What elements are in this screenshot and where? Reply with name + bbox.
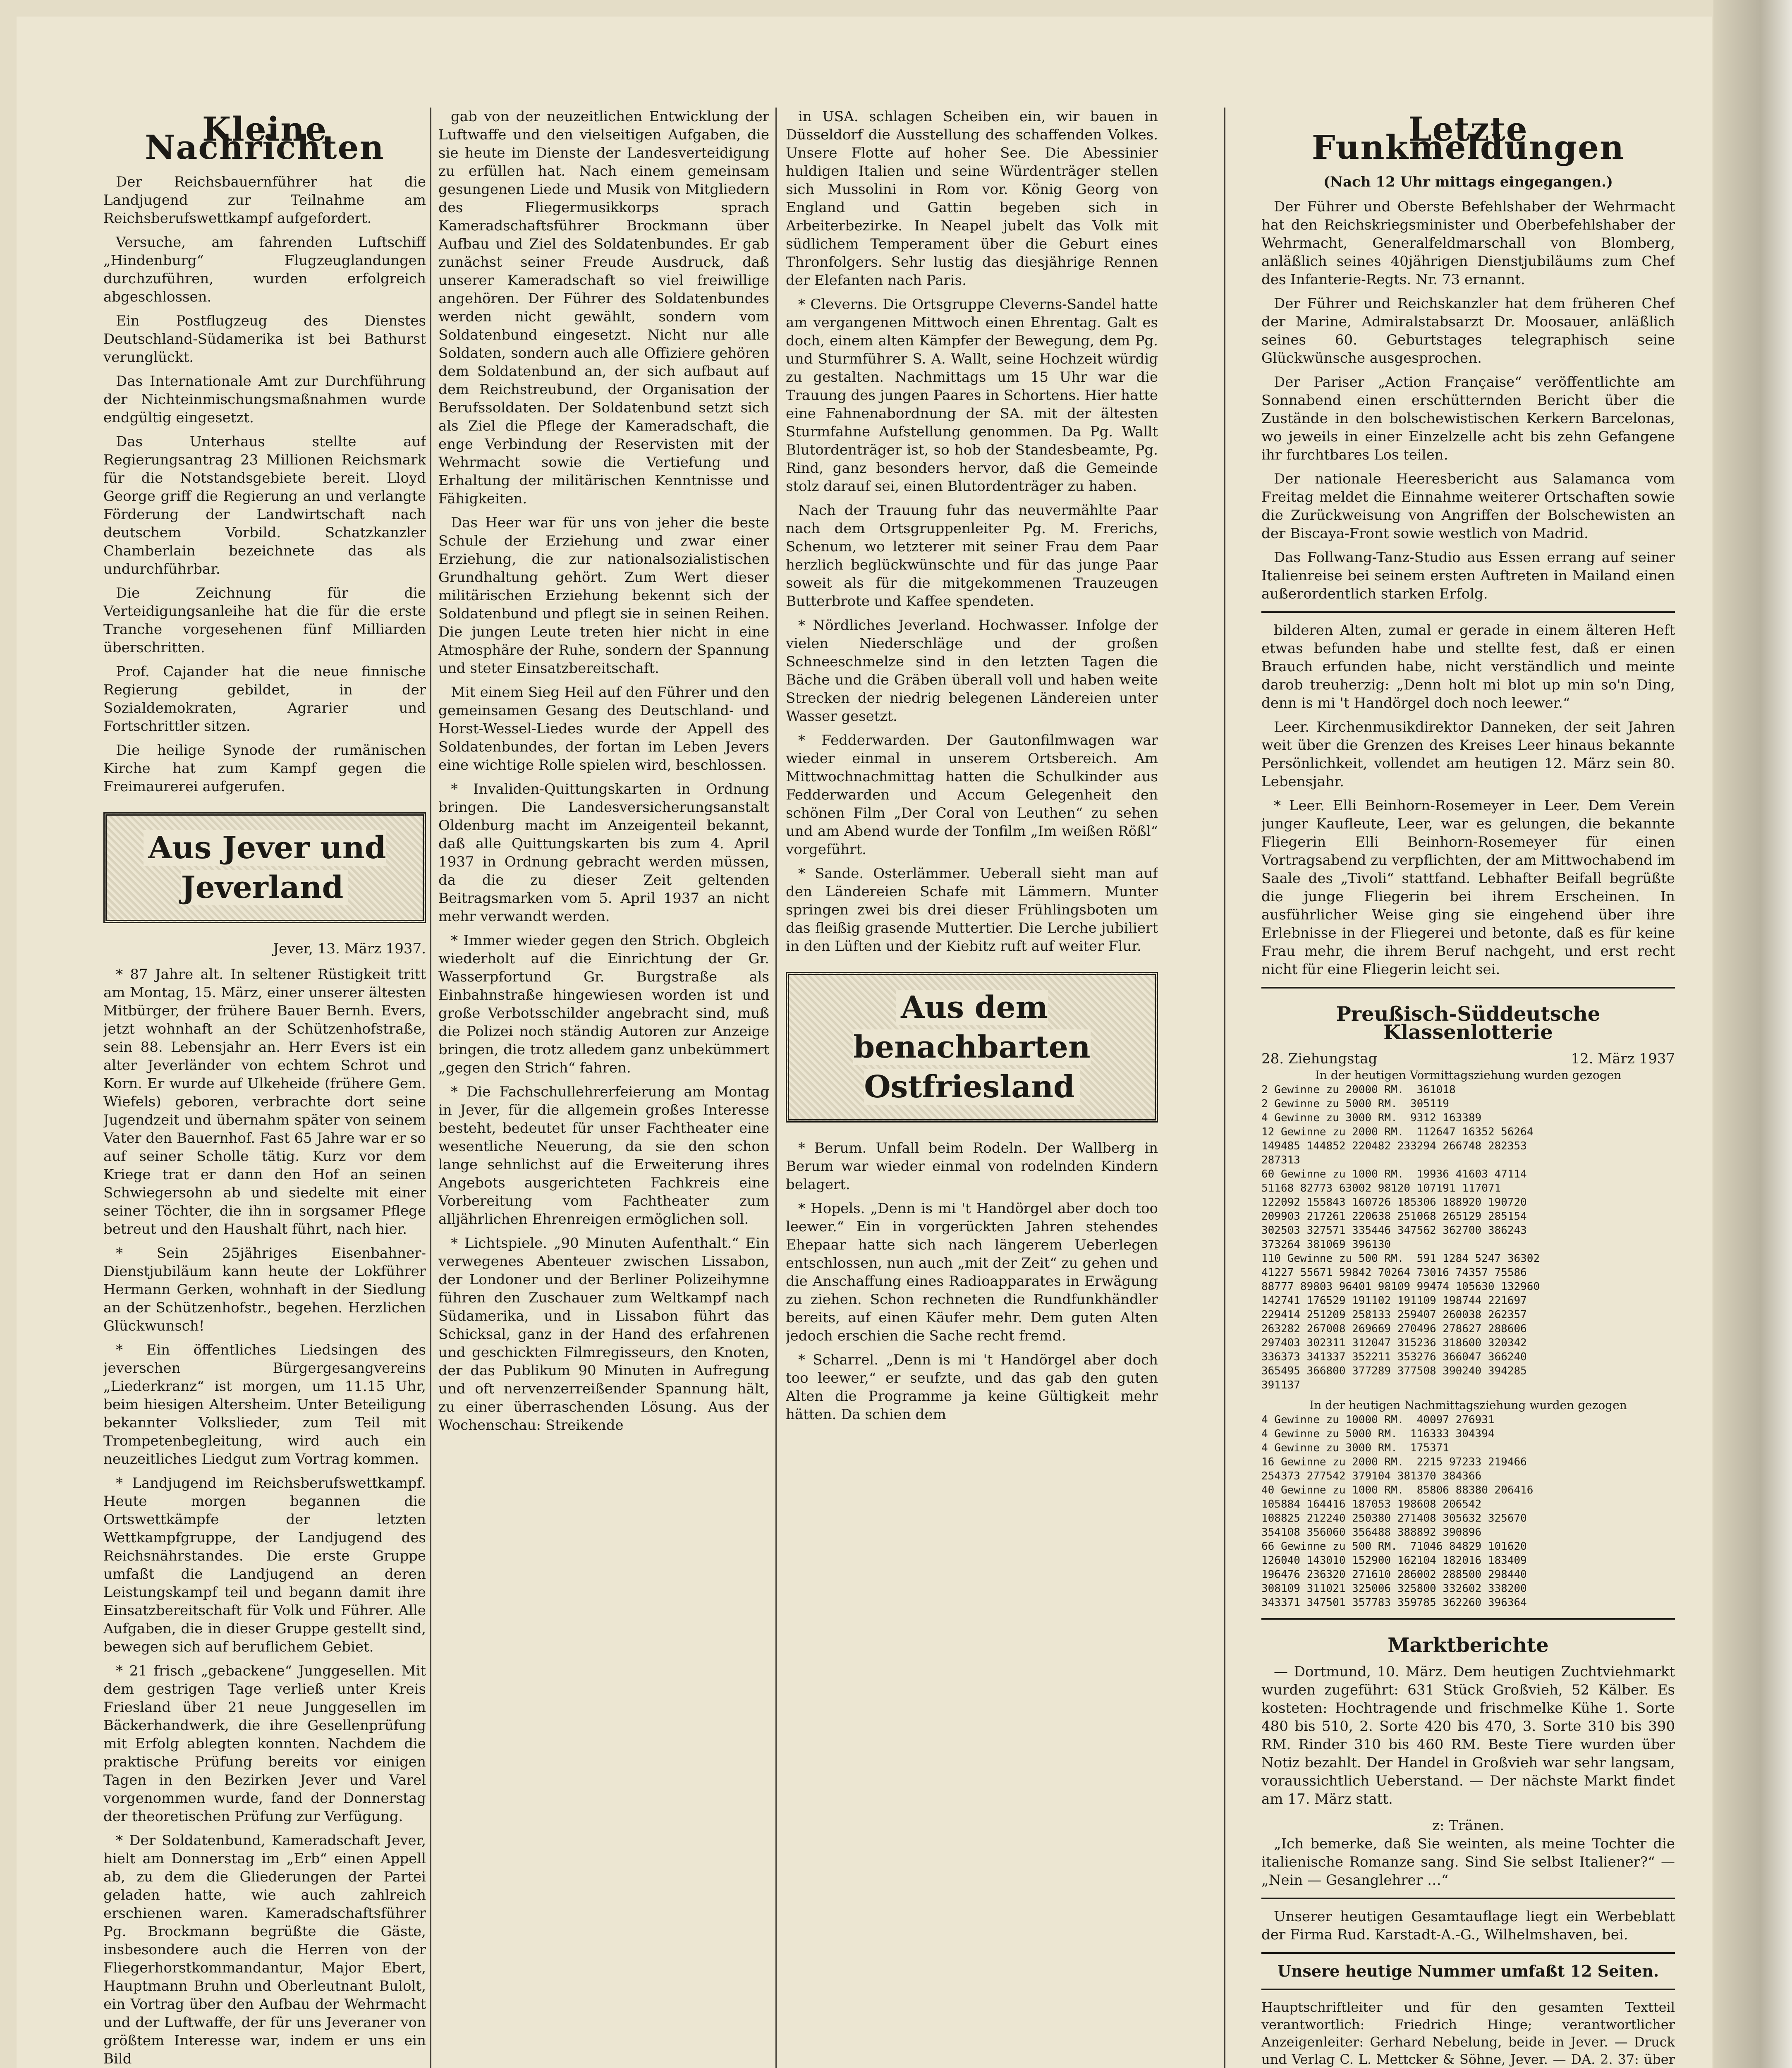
article-paragraph: * Nördliches Jeverland. Hochwasser. Infolge der vielen Niederschläge und der großen Schneeschmelze sind in den letzten Tagen die Bäche und die Gräben überall voll und haben weite Strecken der niedrig belegenen Ländereien unter Wasser gesetzt.	[786, 617, 1158, 725]
section-box-jever	[103, 812, 426, 923]
pages-notice: Unsere heutige Nummer umfaßt 12 Seiten.	[1277, 1962, 1659, 1980]
article-paragraph: Ein Postflugzeug des Dienstes Deutschland-Südamerika ist bei Bathurst verunglückt.	[103, 313, 426, 366]
page-fold-shadow	[1713, 0, 1792, 2068]
market-title: Marktberichte	[1388, 1634, 1549, 1657]
section-subheading: (Nach 12 Uhr mittags eingegangen.)	[1323, 174, 1613, 190]
column-rule	[430, 108, 431, 2068]
article-paragraph: * Cleverns. Die Ortsgruppe Cleverns-Sandel hatte am vergangenen Mittwoch einen Ehrentag. Galt es doch, einem alten Kämpfer der Bewegung, dem Pg. und Sturmführer S. A. Wallt, seine Hochzeit würdig zu gestalten. Nachmittags um 15 Uhr war die Trauung des jungen Paares in Schortens. Hier hatte eine Fahnenabordnung der SA. mit der ältesten Sturmfahne Aufstellung genommen. Da Pg. Wallt Blutordenträger ist, so hob der Standesbeamte, Pg. Rind, ganz besonders hervor, daß die Gemeinde stolz darauf sei, einen Blutordenträger zu haben.	[786, 296, 1158, 495]
article-paragraph: Mit einem Sieg Heil auf den Führer und den gemeinsamen Gesang des Deutschland- und Horst-Wessel-Liedes wurde der Appell des Soldatenbundes, der fortan im Leben Jevers eine wichtige Rolle spielen wird, beschlossen.	[438, 684, 769, 773]
article-paragraph: Nach der Trauung fuhr das neuvermählte Paar nach dem Ortsgruppenleiter Pg. M. Frerichs, Schenum, wo letzterer mit seiner Frau dem Paar herzlich beglückwünschte und für das junge Paar soweit als für die mitgekommenen Trauzeugen Butterbrote und Kaffee spendeten.	[786, 502, 1158, 610]
column-4	[1261, 108, 1675, 2068]
local-news-paragraphs	[786, 108, 1158, 955]
section-box-ostfriesland	[786, 972, 1158, 1123]
article-paragraph: gab von der neuzeitlichen Entwicklung der Luftwaffe und den vielseitigen Aufgaben, die sie heute im Dienste der Landesverteidigung zu erfüllen hat. Nach einem gemeinsam gesungenen Liede und Musik von Mitgliedern des Fliegermusikkorps sprach Kameradschaftsführer Brockmann über Aufbau und Ziel des Soldatenbundes. Er gab zunächst seiner Freude Ausdruck, daß unserer Kameradschaft so viel freiwillige angehören. Der Führer des Soldatenbundes werden nicht gewählt, sondern vom Soldatenbund eingesetzt. Nicht nur alle Soldaten, sondern auch alle Offiziere gehören dem Soldatenbund an, der sich aufbaut auf dem Reichstreubund, der Organisation der Berufssoldaten. Der Soldatenbund setzt sich als Ziel die Pflege der Kameradschaft, die enge Verbindung der Reservisten mit der Wehrmacht sowie die Vertiefung und Erhaltung der militärischen Kenntnisse und Fähigkeiten.	[438, 108, 769, 507]
lottery-numbers-morning: 2 Gewinne zu 20000 RM. 361018 2 Gewinne zu 5000 RM. 305119 4 Gewinne zu 3000 RM. 9312 163389 12 Gewinne zu 2000 RM. 112647 16352 56264 149485 144852 220482 233294 266748 282353 287313 60 Gewinne zu 1000 RM. 19936 41603 47114 51168 82773 63002 98120 107191 117071 122092 155843 160726 185306 188920 190720 209903 217261 220638 251068 265129 285154 302503 327571 335446 347562 362700 386243 373264 381069 396130 110 Gewinne zu 500 RM. 591 1284 5247 36302 41227 55671 59842 70264 73016 74357 75586 88777 89803 96401 98109 99474 105630 132960 142741 176529 191102 191109 198744 221697 229414 251209 258133 259407 260038 262357 263282 267008 269669 270496 278627 288606 297403 302311 312047 315236 318600 320342 336373 341337 352211 353276 366047 366240 365495 366800 377289 377508 390240 394285 391137	[1261, 1084, 1540, 1391]
article-paragraph: Das Internationale Amt zur Durchführung der Nichteinmischungsmaßnahmen wurde endgültig eingesetzt.	[103, 373, 426, 426]
article-paragraph: Die Zeichnung für die Verteidigungsanleihe hat die für die erste Tranche vorgesehenen fünf Milliarden überschritten.	[103, 585, 426, 656]
lottery-intro-afternoon: In der heutigen Nachmittagsziehung wurden gezogen	[1309, 1398, 1627, 1412]
divider	[1261, 1618, 1675, 1620]
lottery-date: 12. März 1937	[1571, 1051, 1675, 1067]
section-heading-kleine-nachrichten: Kleine Nachrichten	[145, 110, 385, 167]
article-paragraph: * 87 Jahre alt. In seltener Rüstigkeit tritt am Montag, 15. März, einer unserer ältesten Mitbürger, der frühere Bauer Bernh. Evers, jetzt wohnhaft an der Schützenhofstraße, sein 88. Lebensjahr an. Herr Evers ist ein alter Jeverländer von echtem Schrot und Korn. Er wurde auf Ulkeheide (frühere Gem. Wiefels) geboren, verbrachte dort seine Jugendzeit und übernahm später von seinem Vater den Bauernhof. Fast 65 Jahre war er so auf seiner Scholle tätig. Kurz vor dem Kriege trat er dann den Hof an seinen Schwiegersohn ab und siedelte mit einer seiner Töchter, die ihn in sorgsamer Pflege betreut und den Haushalt führt, nach hier.	[103, 966, 426, 1237]
divider	[1261, 1989, 1675, 1990]
article-paragraph: Der Führer und Oberste Befehlshaber der Wehrmacht hat den Reichskriegsminister und Oberbefehlshaber der Wehrmacht, Generalfeldmarschall von Blomberg, anläßlich seines 40jährigen Dienstjubiläums zum Chef des Infanterie-Regts. Nr. 73 ernannt.	[1261, 199, 1675, 288]
local-news-paragraphs	[438, 108, 769, 1434]
article-paragraph: * Landjugend im Reichsberufswettkampf. Heute morgen begannen die Ortswettkämpfe der letzten Wettkampfgruppe, der Landjugend des Reichsnährstandes. Die erste Gruppe umfaßt die Landjugend an deren Leistungskampf teil und begann damit ihre Einsatzbereitschaft für Volk und Führer. Alle Aufgaben, die in dieser Gruppe gestellt sind, bewegen sich auf beruflichem Gebiet.	[103, 1475, 426, 1655]
article-paragraph: * Sein 25jähriges Eisenbahner-Dienstjubiläum kann heute der Lokführer Hermann Gerken, wohnhaft in der Siedlung an der Schützenhofstr., begehen. Herzlichen Glückwunsch!	[103, 1245, 426, 1334]
article-paragraph: Das Follwang-Tanz-Studio aus Essen errang auf seiner Italienreise bei seinem ersten Auftreten in Mailand einen außerordentlich starken Erfolg.	[1261, 549, 1675, 602]
joke-text: „Ich bemerke, daß Sie weinten, als meine Tochter die italienische Romanze sang. Sind Sie selbst Italiener?“ — „Nein — Gesanglehrer …“	[1261, 1836, 1675, 1888]
regional-news-paragraphs	[786, 1139, 1158, 1424]
article-paragraph: Der Reichsbauernführer hat die Landjugend zur Teilnahme am Reichsberufswettkampf aufgefordert.	[103, 174, 426, 227]
article-paragraph: * Der Soldatenbund, Kameradschaft Jever, hielt am Donnerstag im „Erb“ einen Appell ab, zu dem die Gliederungen der Partei geladen hatte, wie auch zahlreich erschienen waren. Kameradschaftsführer Pg. Brockmann begrüßte die Gäste, insbesondere auch die Herren von der Fliegerhorstkommandantur, Major Ebert, Hauptmann Bruhn und Oberleutnant Bulolt, ein Vortrag über den Aufbau der Wehrmacht und der Luftwaffe, der für uns Jeveraner von größtem Interesse war, indem er uns ein Bild	[103, 1832, 426, 2067]
article-paragraph: * Lichtspiele. „90 Minuten Aufenthalt.“ Ein verwegenes Abenteuer zwischen Lissabon, der Londoner und der Berliner Polizeihymne führen den Zuschauer zum Weltkampf nach Südamerika, und in Lissabon führt das Schicksal, ganz in der Hand des erfahrenen und geschickten Filmregisseurs, den Knoten, der das Publikum 90 Minuten in Aufregung und oft nervenzerreißender Spannung hält, zu einer überraschenden Lösung. Aus der Wochenschau: Streikende	[438, 1235, 769, 1434]
article-paragraph: Prof. Cajander hat die neue finnische Regierung gebildet, in der Sozialdemokraten, Agrarier und Fortschrittler sitzen.	[103, 663, 426, 735]
article-paragraph: Die heilige Synode der rumänischen Kirche hat zum Kampf gegen die Freimaurerei aufgerufen.	[103, 742, 426, 795]
radio-news-items	[1261, 198, 1675, 603]
lottery-day: 28. Ziehungstag	[1261, 1051, 1378, 1067]
divider	[1261, 611, 1675, 613]
column-1	[103, 108, 426, 2068]
section-box-title: Aus dem benachbarten Ostfriesland	[853, 990, 1091, 1105]
article-paragraph: Der Pariser „Action Française“ veröffentlichte am Sonnabend einen erschütternden Bericht über die Zustände in den bolschewistischen Kerkern Barcelonas, wo jeweils in einer Einzelzelle acht bis zehn Gefangene ihr furchtbares Los teilen.	[1261, 374, 1675, 463]
article-paragraph: * Hopels. „Denn is mi 't Handörgel aber doch too leewer.“ Ein in vorgerückten Jahren stehendes Ehepaar hatte sich nach längerem Ueberlegen entschlossen, nun auch „mit der Zeit“ zu gehen und die Anschaffung eines Radioapparates in Erwägung zu ziehen. Schon rechneten die Rundfunkhändler bereits, auf einen Käufer mehr. Dem guten Alten jedoch erschien die Sache recht fremd.	[786, 1200, 1158, 1344]
lottery-intro-morning: In der heutigen Vormittagsziehung wurden gezogen	[1315, 1068, 1622, 1082]
column-rule	[1224, 108, 1225, 2068]
article-paragraph: Versuche, am fahrenden Luftschiff „Hindenburg“ Flugzeuglandungen durchzuführen, wurden erfolgreich abgeschlossen.	[103, 234, 426, 305]
article-paragraph: * Ein öffentliches Liedsingen des jeverschen Bürgergesangvereins „Liederkranz“ ist morgen, um 11.15 Uhr, beim hiesigen Altersheim. Unter Beteiligung bekannter Volkslieder, zum Teil mit Trompetenbegleitung, wird auch ein neuzeitliches Liedgut zum Vortrag kommen.	[103, 1342, 426, 1467]
market-report: — Dortmund, 10. März. Dem heutigen Zuchtviehmarkt wurden zugeführt: 631 Stück Großvieh, 52 Kälber. Es kosteten: Hochtragende und frischmelke Kühe 1. Sorte 480 bis 510, 2. Sorte 420 bis 470, 3. Sorte 310 bis 390 RM. Rinder 310 bis 460 RM. Beste Tiere wurden über Notiz bezahlt. Der Handel in Großvieh war sehr langsam, voraussichtlich Ueberstand. — Der nächste Markt findet am 17. März statt.	[1261, 1663, 1675, 1807]
divider	[1261, 1898, 1675, 1899]
local-news-paragraphs	[103, 965, 426, 2068]
lottery-dateline	[1261, 1050, 1675, 1068]
section-heading-funkmeldungen: Letzte Funkmeldungen	[1311, 110, 1625, 167]
article-paragraph: * Berum. Unfall beim Rodeln. Der Wallberg in Berum war wieder einmal von rodelnden Kindern belagert.	[786, 1140, 1158, 1193]
insert-notice: Unserer heutigen Gesamtauflage liegt ein Werbeblatt der Firma Rud. Karstadt-A.-G., Wilhelmshaven, bei.	[1261, 1908, 1675, 1943]
imprint: Hauptschriftleiter und für den gesamten Textteil verantwortlich: Friedrich Hinge; verantwortlicher Anzeigenleiter: Gerhard Nebelung, beide in Jever. — Druck und Verlag C. L. Mettcker & Söhne, Jever. — DA. 2. 37: über	[1261, 1999, 1675, 2067]
joke-title: z: Tränen.	[1432, 1817, 1505, 1834]
article-paragraph: Das Heer war für uns von jeher die beste Schule der Erziehung und zwar einer Erziehung, die zur nationalsozialistischen Grundhaltung gehört. Zum Wert dieser militärischen Erziehung bekennt sich der Soldatenbund und pflegt sie in seinen Reihen. Die jungen Leute treten hier nicht in eine Atmosphäre der Ruhe, sondern der Spannung und steter Einsatzbereitschaft.	[438, 515, 769, 677]
section-box-title: Aus Jever und Jeverland	[144, 830, 386, 905]
article-paragraph: Leer. Kirchenmusikdirektor Danneken, der seit Jahren weit über die Grenzen des Kreises Leer hinaus bekannte Persönlichkeit, vollendet am heutigen 12. März sein 80. Lebensjahr.	[1261, 719, 1675, 790]
column-rule	[775, 108, 777, 2068]
article-paragraph: * Die Fachschullehrerfeierung am Montag in Jever, für die allgemein großes Interesse besteht, bedeutet für unser Fachtheater eine wesentliche Neuerung, da sie den schon lange sehnlichst auf die Erweiterung ihres Angebots ausgerichteten Fachkreis eine Vorbereitung vom Fachtheater zum alljährlichen Ehrenreigen ermöglichen soll.	[438, 1084, 769, 1228]
article-paragraph: * Scharrel. „Denn is mi 't Handörgel aber doch too leewer,“ er seufzte, und das gab den guten Alten die Programme ja keine Gültigkeit mehr hätten. Da schien dem	[786, 1352, 1158, 1423]
divider	[1261, 987, 1675, 989]
lottery-title: Preußisch-Süddeutsche Klassenlotterie	[1336, 1003, 1601, 1044]
article-paragraph: * Sande. Osterlämmer. Ueberall sieht man auf den Ländereien Schafe mit Lämmern. Munter springen zwei bis drei dieser Frühlingsboten um das fleißig grasende Muttertier. Die Lerche jubiliert in den Lüften und der Kiebitz ruft auf weiter Flur.	[786, 865, 1158, 955]
article-paragraph: * Fedderwarden. Der Gautonfilmwagen war wieder einmal in unserem Ortsbereich. Am Mittwochnachmittag hatten die Schulkinder aus Fedderwarden und Accum Gelegenheit den schönen Film „Der Coral von Leuthen“ zu sehen und am Abend wurde der Tonfilm „Im weißen Rößl“ vorgeführt.	[786, 732, 1158, 858]
article-paragraph: in USA. schlagen Scheiben ein, wir bauen in Düsseldorf die Ausstellung des schaffenden Volkes. Unsere Flotte auf hoher See. Die Abessinier huldigen Italien und seine Würdenträger stellen sich Mussolini in Rom vor. König Georg von England und Gattin begeben sich in Arbeiterbezirke. In Neapel jubelt das Volk mit südlichem Temperament über die Geburt eines Thronfolgers. Sehr lustig das diesjährige Rennen der Elefanten nach Paris.	[786, 108, 1158, 289]
lottery-numbers-afternoon: 4 Gewinne zu 10000 RM. 40097 276931 4 Gewinne zu 5000 RM. 116333 304394 4 Gewinne zu 3000 RM. 175371 16 Gewinne zu 2000 RM. 2215 97233 219466 254373 277542 379104 381370 384366 40 Gewinne zu 1000 RM. 85806 88380 206416 105884 164416 187053 198608 206542 108825 212240 250380 271408 305632 325670 354108 356060 356488 388892 390896 66 Gewinne zu 500 RM. 71046 84829 101620 126040 143010 152900 162104 182016 183409 196476 236320 271610 286002 288500 298440 308109 311021 325006 325800 332602 338200 343371 347501 357783 359785 362260 396364	[1261, 1414, 1534, 1609]
article-paragraph: * 21 frisch „gebackene“ Junggesellen. Mit dem gestrigen Tage verließ unter Kreis Friesland über 21 neue Junggesellen im Bäckerhandwerk, die ihre Gesellenprüfung mit Erfolg ablegten konnten. Nachdem die praktische Prüfung bereits vor einigen Tagen in den Bezirken Jever und Varel vorgenommen wurde, fand der Donnerstag der theoretischen Prüfung zur Verfügung.	[103, 1663, 426, 1825]
article-paragraph: bilderen Alten, zumal er gerade in einem älteren Heft etwas befunden habe und stellte fest, daß er einen Brauch erfunden habe, nicht verständlich und meinte darob treuherzig: „Denn holt mi blot up min so'n Ding, denn is mi 't Handörgel doch noch leewer.“	[1261, 622, 1675, 711]
news-items	[103, 173, 426, 796]
article-paragraph: * Leer. Elli Beinhorn-Rosemeyer in Leer. Dem Verein junger Kaufleute, Leer, war es gelungen, die bekannte Fliegerin Elli Beinhorn-Rosemeyer für einen Vortragsabend zu verpflichten, der am Mittwochabend im Saale des „Tivoli“ stattfand. Lebhafter Beifall begrüßte die junge Fliegerin bei ihrem Erscheinen. In ausführlicher Weise ging sie eingehend über ihre Erlebnisse in der Fliegerei und betonte, daß es für keine Frau mehr, die ihrem Beruf nachgeht, und erst recht nicht für eine Fliegerin leicht sei.	[1261, 797, 1675, 978]
article-paragraph: Das Unterhaus stellte auf Regierungsantrag 23 Millionen Reichsmark für die Notstandsgebiete bereit. Lloyd George griff die Regierung an und verlangte Förderung der Landwirtschaft nach deutschem Vorbild. Schatzkanzler Chamberlain bezeichnete das als undurchführbar.	[103, 433, 426, 577]
divider	[1261, 1952, 1675, 1954]
article-paragraph: * Invaliden-Quittungskarten in Ordnung bringen. Die Landesversicherungsanstalt Oldenburg macht im Anzeigenteil bekannt, daß alle Quittungskarten bis zum 4. April 1937 in Ordnung gebracht werden müssen, da die zu dieser Zeit geltenden Beitragsmarken vom 5. April 1937 an nicht mehr verwandt werden.	[438, 781, 769, 925]
regional-news-paragraphs	[1261, 621, 1675, 979]
article-paragraph: Der Führer und Reichskanzler hat dem früheren Chef der Marine, Admiralstabsarzt Dr. Moosauer, anläßlich seines 60. Geburtstages telegraphisch seine Glückwünsche ausgesprochen.	[1261, 295, 1675, 366]
article-paragraph: * Immer wieder gegen den Strich. Obgleich wiederholt auf die Einrichtung der Gr. Wasserpfortund Gr. Burgstraße als Einbahnstraße hingewiesen worden ist und große Verbotsschilder angebracht sind, muß die Polizei noch ständig Autoren zur Anzeige bringen, die trotz alledem ganz unbekümmert „gegen den Strich“ fahren.	[438, 932, 769, 1076]
column-2	[438, 108, 769, 2068]
article-paragraph: Der nationale Heeresbericht aus Salamanca vom Freitag meldet die Einnahme weiterer Ortschaften sowie die Zurückweisung von Angriffen der Bolschewisten an der Biscaya-Front sowie westlich von Madrid.	[1261, 471, 1675, 542]
dateline: Jever, 13. März 1937.	[273, 941, 426, 957]
column-3	[786, 108, 1158, 2068]
